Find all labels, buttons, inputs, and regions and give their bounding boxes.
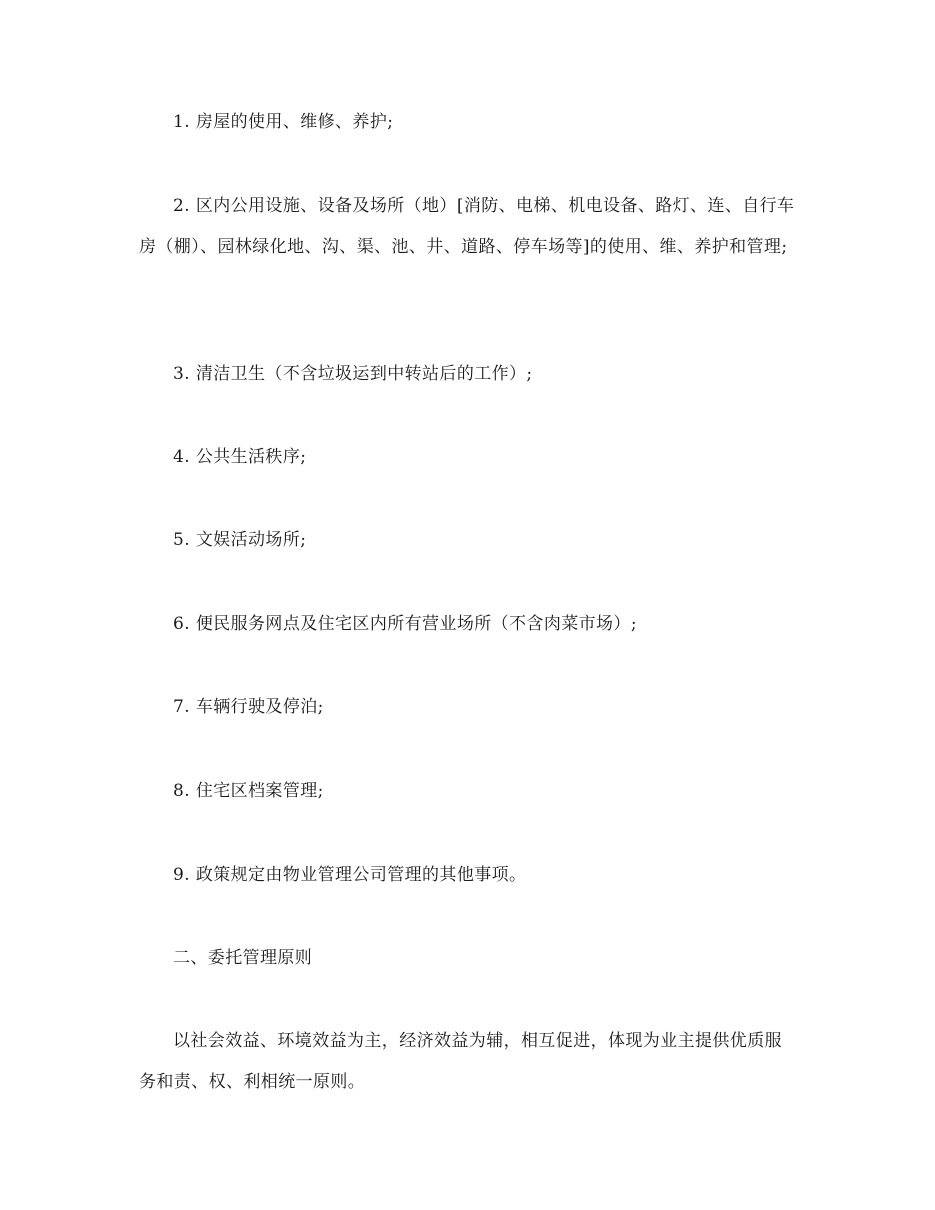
list-item-public-order: 4. 公共生活秩序; bbox=[173, 447, 307, 467]
list-item-service-outlets: 6. 便民服务网点及住宅区内所有营业场所（不含肉菜市场）; bbox=[173, 614, 637, 634]
section-heading-principles: 二、委托管理原则 bbox=[173, 948, 313, 968]
list-item-cleaning: 3. 清洁卫生（不含垃圾运到中转站后的工作）; bbox=[173, 364, 533, 384]
list-item-archives: 8. 住宅区档案管理; bbox=[173, 781, 324, 801]
principles-paragraph: 以社会效益、环境效益为主，经济效益为辅，相互促进，体现为业主提供优质服务和责、权、利相统一原则。 bbox=[139, 1031, 782, 1092]
list-item-other-matters: 9. 政策规定由物业管理公司管理的其他事项。 bbox=[173, 865, 527, 885]
list-item-house-use: 1. 房屋的使用、维修、养护; bbox=[173, 112, 394, 132]
list-item-vehicles: 7. 车辆行驶及停泊; bbox=[173, 697, 324, 717]
list-item-recreation: 5. 文娱活动场所; bbox=[173, 530, 307, 550]
list-item-public-facilities: 2. 区内公用设施、设备及场所（地）[消防、电梯、机电设备、路灯、连、自行车房（棚）、园林绿化地、沟、渠、池、井、道路、停车场等]的使用、维、养护和管理; bbox=[139, 196, 795, 257]
